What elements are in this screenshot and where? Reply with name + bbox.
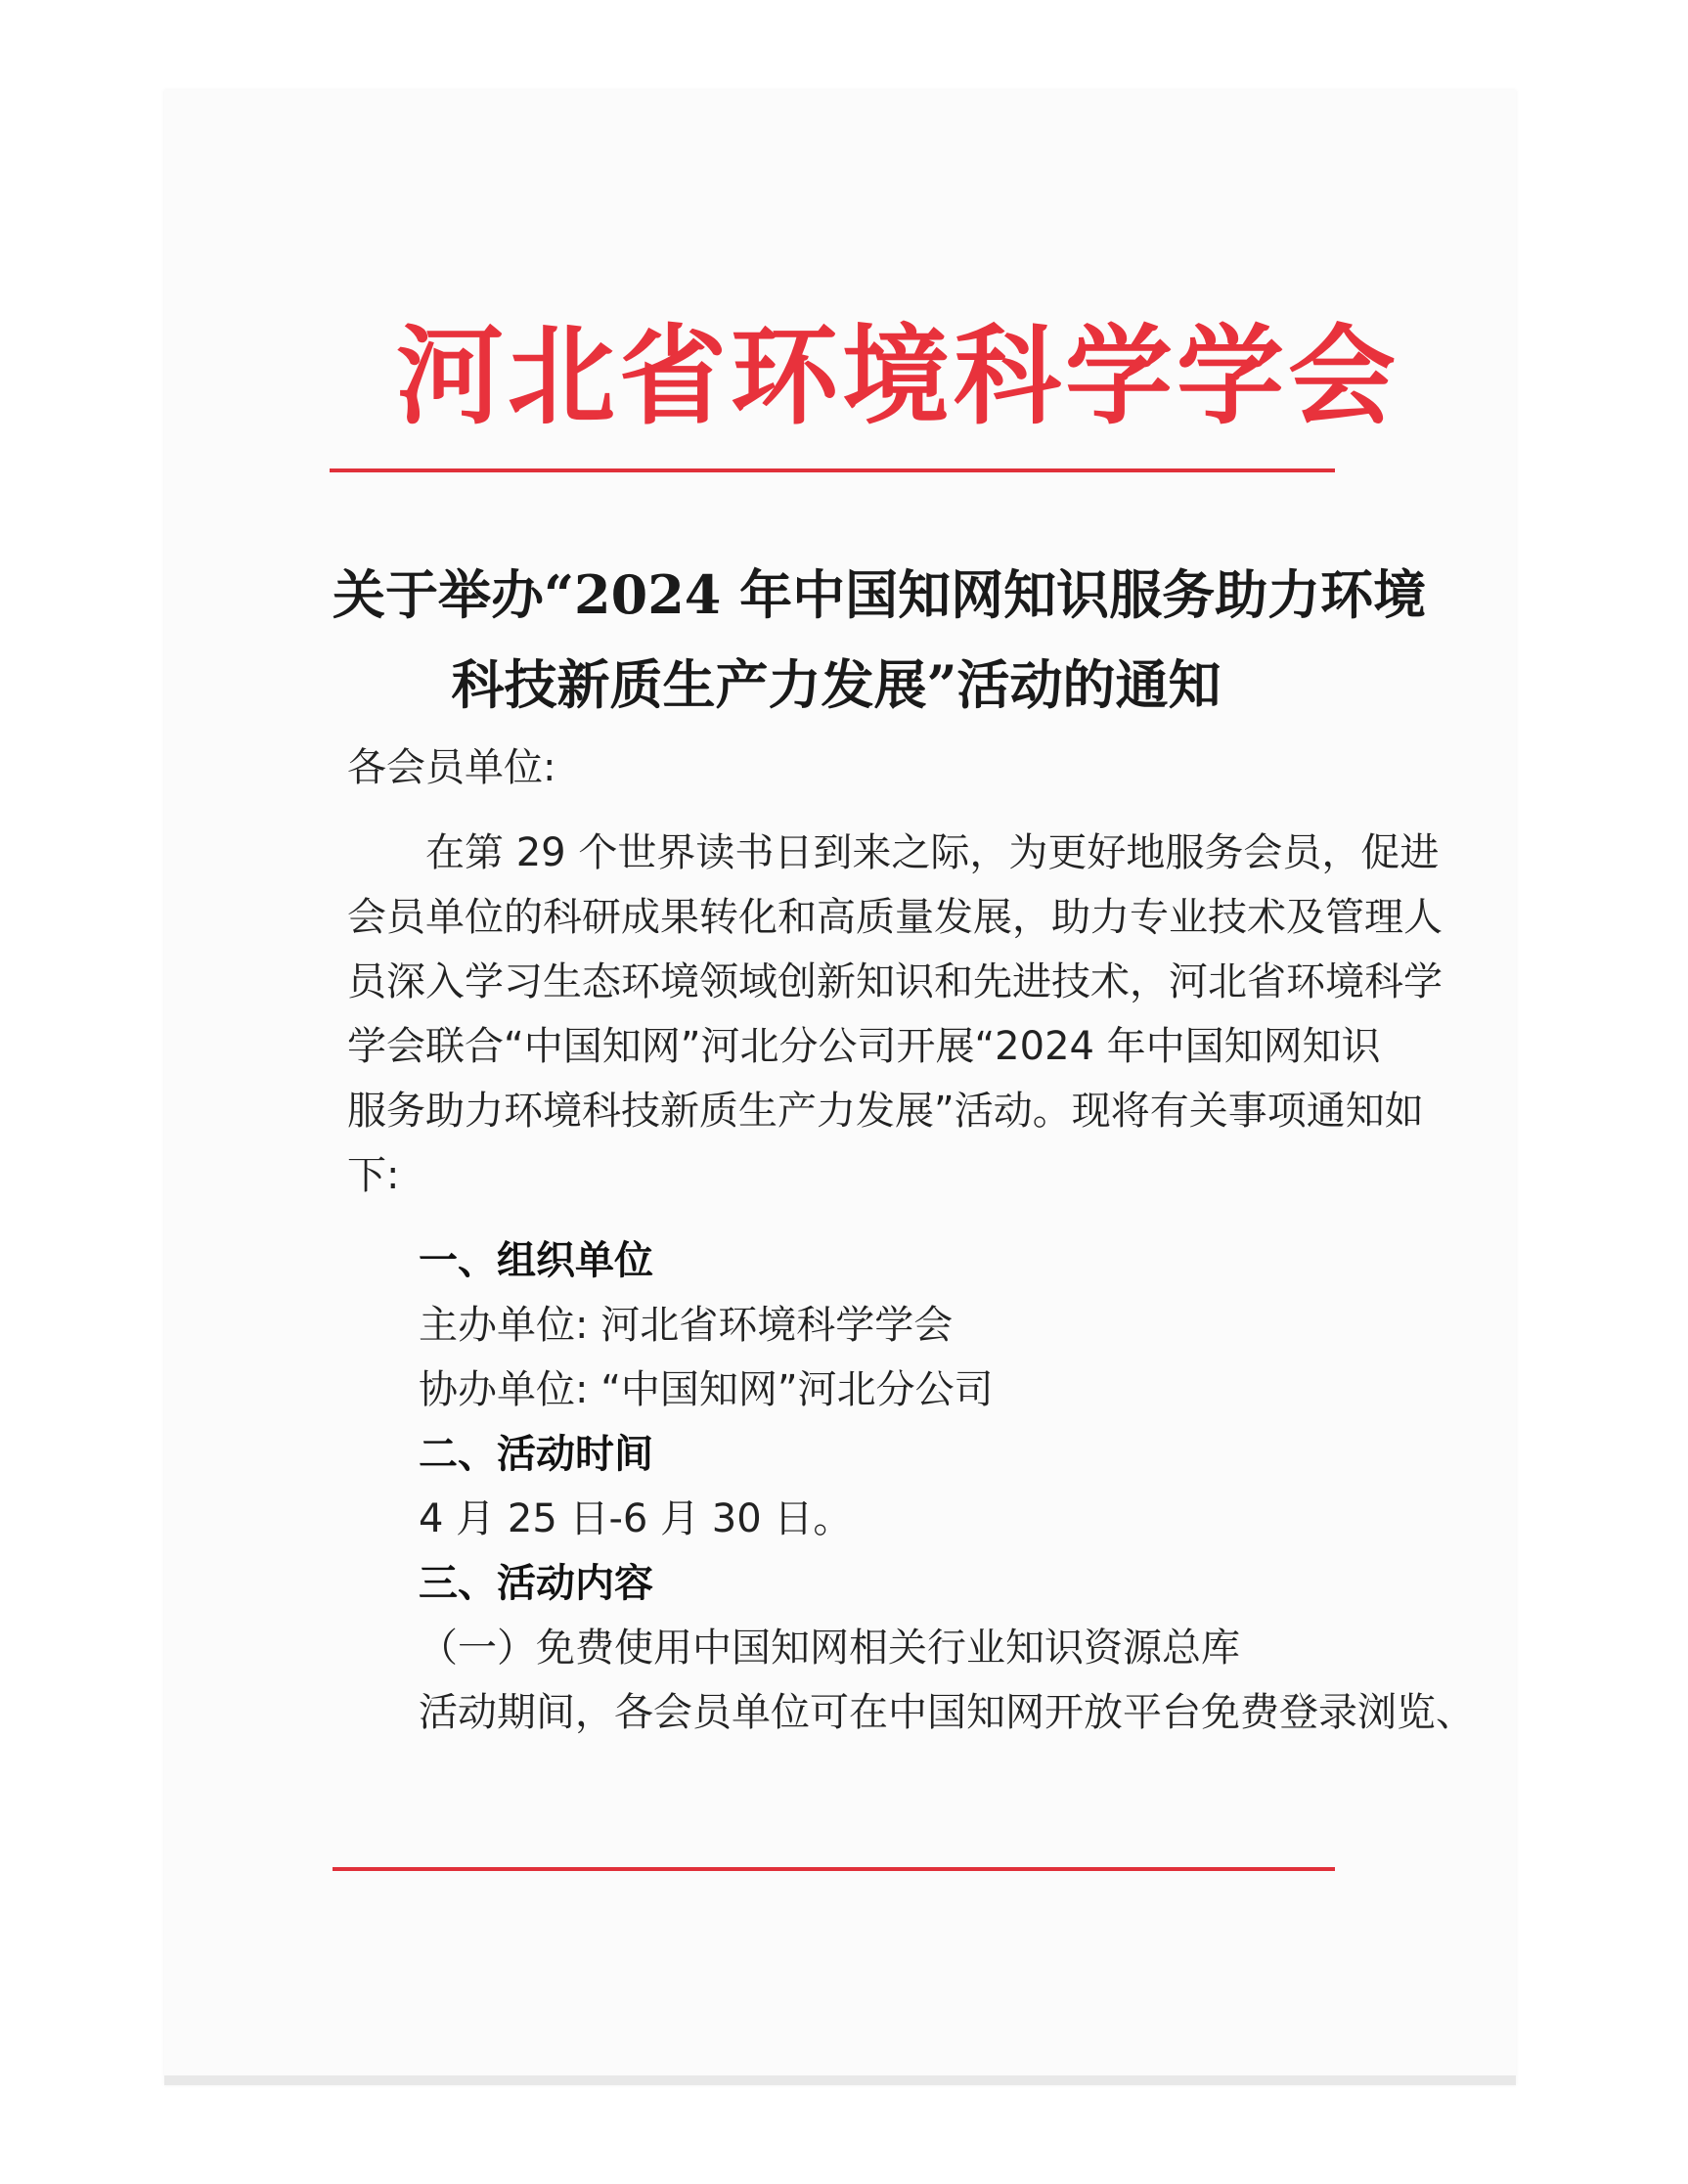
intro-line-6: 下: [347,1153,400,1198]
salutation: 各会员单位: [347,745,556,790]
intro-line-4: 学会联合“中国知网”河北分公司开展“2024 年中国知网知识 [347,1024,1381,1069]
intro-line-2: 会员单位的科研成果转化和高质量发展，助力专业技术及管理人 [347,895,1443,940]
intro-line-5: 服务助力环境科技新质生产力发展”活动。现将有关事项通知如 [347,1089,1424,1134]
section-2-heading: 二、活动时间 [419,1432,653,1477]
page-bottom-edge [164,2075,1516,2085]
notice-title-line-1: 关于举办“2024 年中国知网知识服务助力环境 [333,563,1427,626]
intro-line-3: 员深入学习生态环境领域创新知识和先进技术，河北省环境科学 [347,959,1443,1004]
section-3-heading: 三、活动内容 [419,1561,653,1606]
co-organizer-line: 协办单位: “中国知网”河北分公司 [419,1367,994,1412]
notice-title [333,550,1427,730]
notice-title-line-2: 科技新质生产力发展”活动的通知 [451,653,1222,716]
item-1-text: 活动期间，各会员单位可在中国知网开放平台免费登录浏览、 [419,1690,1475,1735]
item-1-heading: （一）免费使用中国知网相关行业知识资源总库 [419,1626,1240,1671]
intro-line-1: 在第 29 个世界读书日到来之际，为更好地服务会员，促进 [347,830,1440,875]
activity-time-line: 4 月 25 日-6 月 30 日。 [419,1496,853,1541]
footer-red-rule [333,1867,1335,1871]
letterhead-org-name: 河北省环境科学学会 [396,313,1399,439]
letterhead-red-rule [330,468,1335,472]
organizer-line: 主办单位: 河北省环境科学学会 [419,1303,954,1348]
intro-paragraph [347,821,1443,1208]
section-1-heading: 一、组织单位 [419,1238,653,1283]
